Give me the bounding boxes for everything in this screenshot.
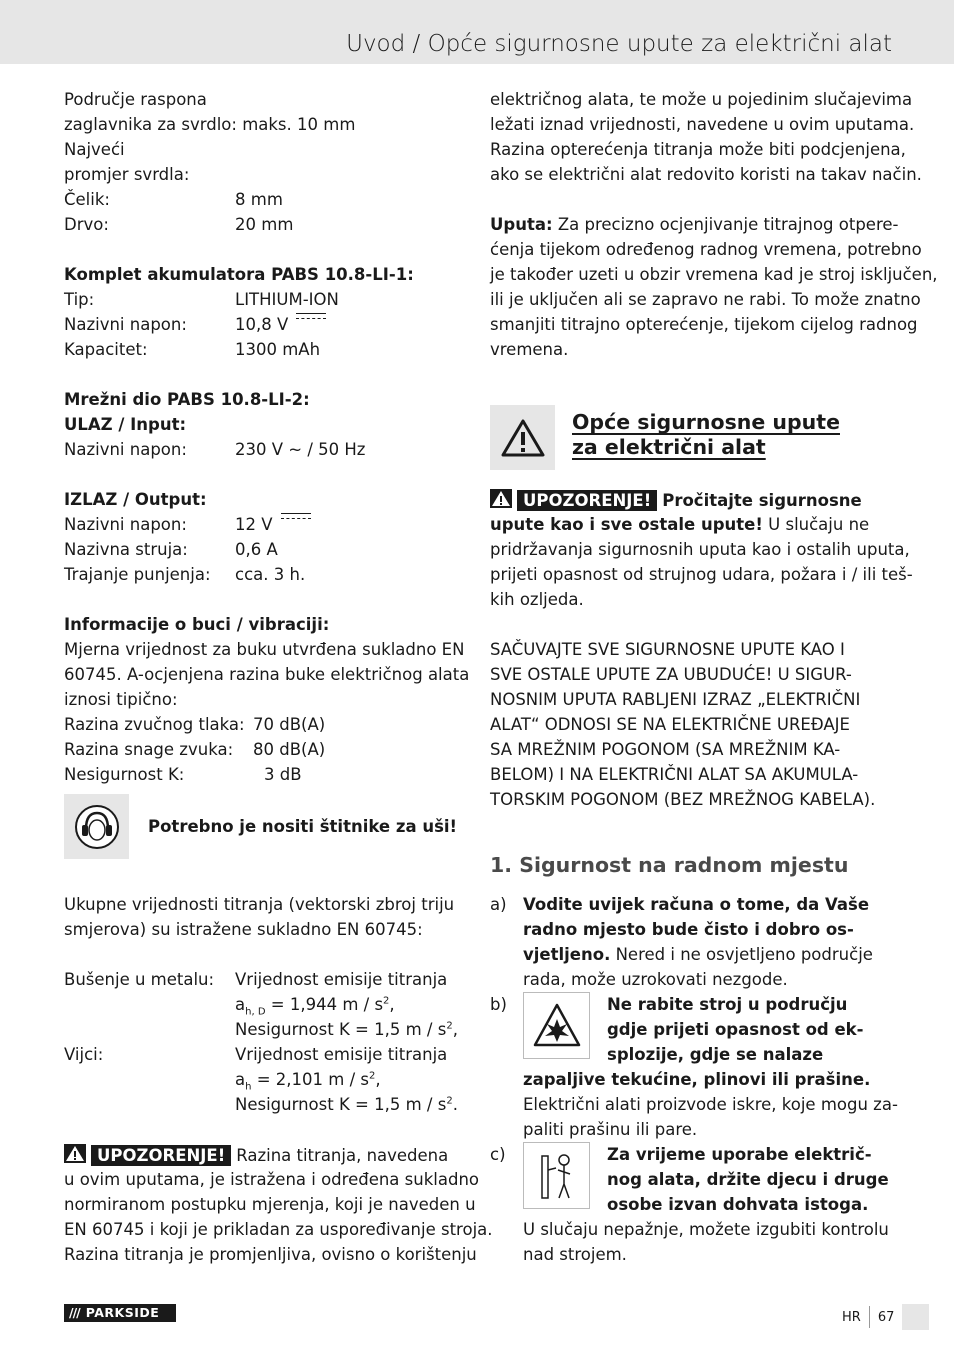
vibration-row: Vijci: Vrijednost emisije titranja (64, 1045, 448, 1064)
warning-line: kih ozljeda. (490, 590, 584, 609)
spec-row: Razina zvučnog tlaka: 70 dB(A) (64, 715, 326, 734)
output-heading: IZLAZ / Output: (64, 490, 207, 509)
spec-row: Nazivni napon: 230 V ~ / 50 Hz (64, 440, 366, 459)
ear-protection-text: Potrebno je nositi štitnike za uši! (148, 817, 458, 836)
section-title: Opće sigurnosne upute za električni alat (572, 410, 840, 459)
caps-line: BELOM) I NA ELEKTRIČNI ALAT SA AKUMULA- (490, 765, 859, 784)
ear-protection-notice (64, 794, 464, 859)
body-line: Razina opterećenja titranja može biti podcjenjena, (490, 140, 906, 159)
body-line: ako se električni alat redovito koristi na takav način. (490, 165, 922, 184)
warning-line: normiranom postupku mjerenja, koji je naveden u (64, 1195, 476, 1214)
spec-line: promjer svrdla: (64, 165, 190, 184)
list-item: c) Za vrijeme uporabe električ- nog alata, držite djecu i druge osobe izvan dohvata istoga. U slučaju nepažnje, možete izgubiti kontrolu nad strojem. (490, 1142, 900, 1267)
spec-line: zaglavnika za svrdlo: maks. 10 mm (64, 115, 356, 134)
caps-line: SAČUVAJTE SVE SIGURNOSNE UPUTE KAO I (490, 640, 845, 659)
page-title: Uvod / Opće sigurnosne upute za električni alat (346, 31, 892, 57)
spec-row: Kapacitet: 1300 mAh (64, 340, 321, 359)
spec-row: Nesigurnost K: 3 dB (64, 765, 302, 784)
vibration-row: Nesigurnost K = 1,5 m / $s^2$, (235, 1020, 458, 1039)
caps-line: NOSNIM UPUTA RABLJENI IZRAZ „ELEKTRIČNI (490, 690, 861, 709)
caps-line: TORSKIM POGONOM (BEZ MREŽNOG KABELA). (490, 790, 876, 809)
mains-heading: Mrežni dio PABS 10.8-LI-2: (64, 390, 310, 409)
list-item: a) Vodite uvijek računa o tome, da Vaše radno mjesto bude čisto i dobro os- vjetljeno. Nered i ne osvjetljeno područje rada, može uzrokovati nezgode. (490, 895, 873, 989)
noise-line: iznosi tipično: (64, 690, 178, 709)
note-paragraph: Uputa: Za precizno ocjenjivanje titrajnog otpere- (490, 215, 899, 234)
caps-line: SA MREŽNIM POGONOM (SA MREŽNIM KA- (490, 740, 841, 759)
battery-heading: Komplet akumulatora PABS 10.8-LI-1: (64, 265, 414, 284)
page-footer (842, 1304, 894, 1330)
warning-triangle-icon (490, 489, 512, 508)
warning-paragraph: UPOZORENJE! Pročitajte sigurnosne (490, 487, 900, 512)
page-number: 67 (877, 1309, 895, 1325)
warning-paragraph: UPOZORENJE! Razina titranja, navedena (64, 1142, 464, 1167)
spec-row: Nazivna struja: 0,6 A (64, 540, 278, 559)
caps-line: ALAT“ ODNOSI SE NA ELEKTRIČNE UREĐAJE (490, 715, 850, 734)
spec-row: Čelik: 8 mm (64, 190, 283, 209)
note-line: ćenja tijekom određenog radnog vremena, potrebno (490, 240, 922, 259)
warning-label: UPOZORENJE! (517, 490, 657, 511)
warning-triangle-icon (64, 1144, 86, 1163)
note-line: smanjiti titrajno opterećenje, tijekom cijelog radnog (490, 315, 918, 334)
vibration-line: smjerova) su istražene sukladno EN 60745: (64, 920, 423, 939)
section-heading (490, 405, 900, 470)
body-line: električnog alata, te može u pojedinim slučajevima (490, 90, 913, 109)
left-column (64, 87, 493, 1267)
warning-label: UPOZORENJE! (91, 1145, 231, 1166)
parkside-logo: /// PARKSIDE (64, 1304, 176, 1322)
keep-children-away-icon (523, 1142, 590, 1209)
note-line: je također uzeti u obzir vremena kad je stroj isključen, (490, 265, 938, 284)
list-item: b) Ne rabite stroj u području gdje prijeti opasnost od ek- splozije, gdje se nalaze zapaljive tekućine, plinovi ili prašine. Električni alati proizvode iskre, koje mogu za- paliti prašinu ili pare. (490, 992, 900, 1142)
note-line: vremena. (490, 340, 569, 359)
spec-row: Trajanje punjenja: cca. 3 h. (64, 565, 306, 584)
ear-protection-icon (64, 794, 129, 859)
spec-row: Nazivni napon: 10,8 V (64, 312, 464, 337)
vibration-row: $a_h = 2,101$ m / $s^2$, (235, 1070, 381, 1093)
spec-row: Tip: LITHIUM-ION (64, 290, 339, 309)
body-line: ležati iznad vrijednosti, navedene u ovim uputama. (490, 115, 915, 134)
footer-tab (902, 1304, 929, 1330)
dc-symbol-icon (281, 512, 311, 522)
noise-heading: Informacije o buci / vibraciji: (64, 615, 330, 634)
spec-line: Najveći (64, 140, 125, 159)
noise-line: Mjerna vrijednost za buku utvrđena sukladno EN (64, 640, 465, 659)
dc-symbol-icon (296, 312, 326, 322)
noise-line: 60745. A-ocjenjena razina buke električnog alata (64, 665, 470, 684)
caps-line: SVE OSTALE UPUTE ZA UBUDUĆE! U SIGUR- (490, 665, 852, 684)
warning-line: upute kao i sve ostale upute! U slučaju ne (490, 515, 870, 534)
warning-line: pridržavanja sigurnosnih uputa kao i ostalih uputa, (490, 540, 910, 559)
warning-line: Razina titranja je promjenljiva, ovisno o korištenju (64, 1245, 477, 1264)
language-code: HR (842, 1309, 861, 1325)
warning-line: EN 60745 i koji je prikladan za uspoređivanje stroja. (64, 1220, 493, 1239)
vibration-line: Ukupne vrijednosti titranja (vektorski zbroj triju (64, 895, 455, 914)
subsection-heading: 1. Sigurnost na radnom mjestu (490, 853, 849, 877)
input-heading: ULAZ / Input: (64, 415, 187, 434)
page-header (0, 0, 954, 64)
explosion-hazard-icon (523, 992, 590, 1059)
warning-line: prijeti opasnost od strujnog udara, požara i / ili teš- (490, 565, 913, 584)
spec-row: Razina snage zvuka: 80 dB(A) (64, 740, 326, 759)
spec-line: Područje raspona (64, 90, 207, 109)
spec-row: Nazivni napon: 12 V (64, 512, 464, 537)
vibration-row: Nesigurnost K = 1,5 m / $s^2$. (235, 1095, 458, 1114)
warning-triangle-icon (490, 405, 555, 470)
vibration-row: $a_{h, D} = 1,944$ m / $s^2$, (235, 995, 395, 1018)
vibration-row: Bušenje u metalu: Vrijednost emisije titranja (64, 970, 448, 989)
spec-row: Drvo: 20 mm (64, 215, 294, 234)
note-line: ili je uključen ali se zapravo ne rabi. To može znatno (490, 290, 921, 309)
right-column (490, 87, 938, 1267)
warning-line: u ovim uputama, je istražena i određena sukladno (64, 1170, 479, 1189)
